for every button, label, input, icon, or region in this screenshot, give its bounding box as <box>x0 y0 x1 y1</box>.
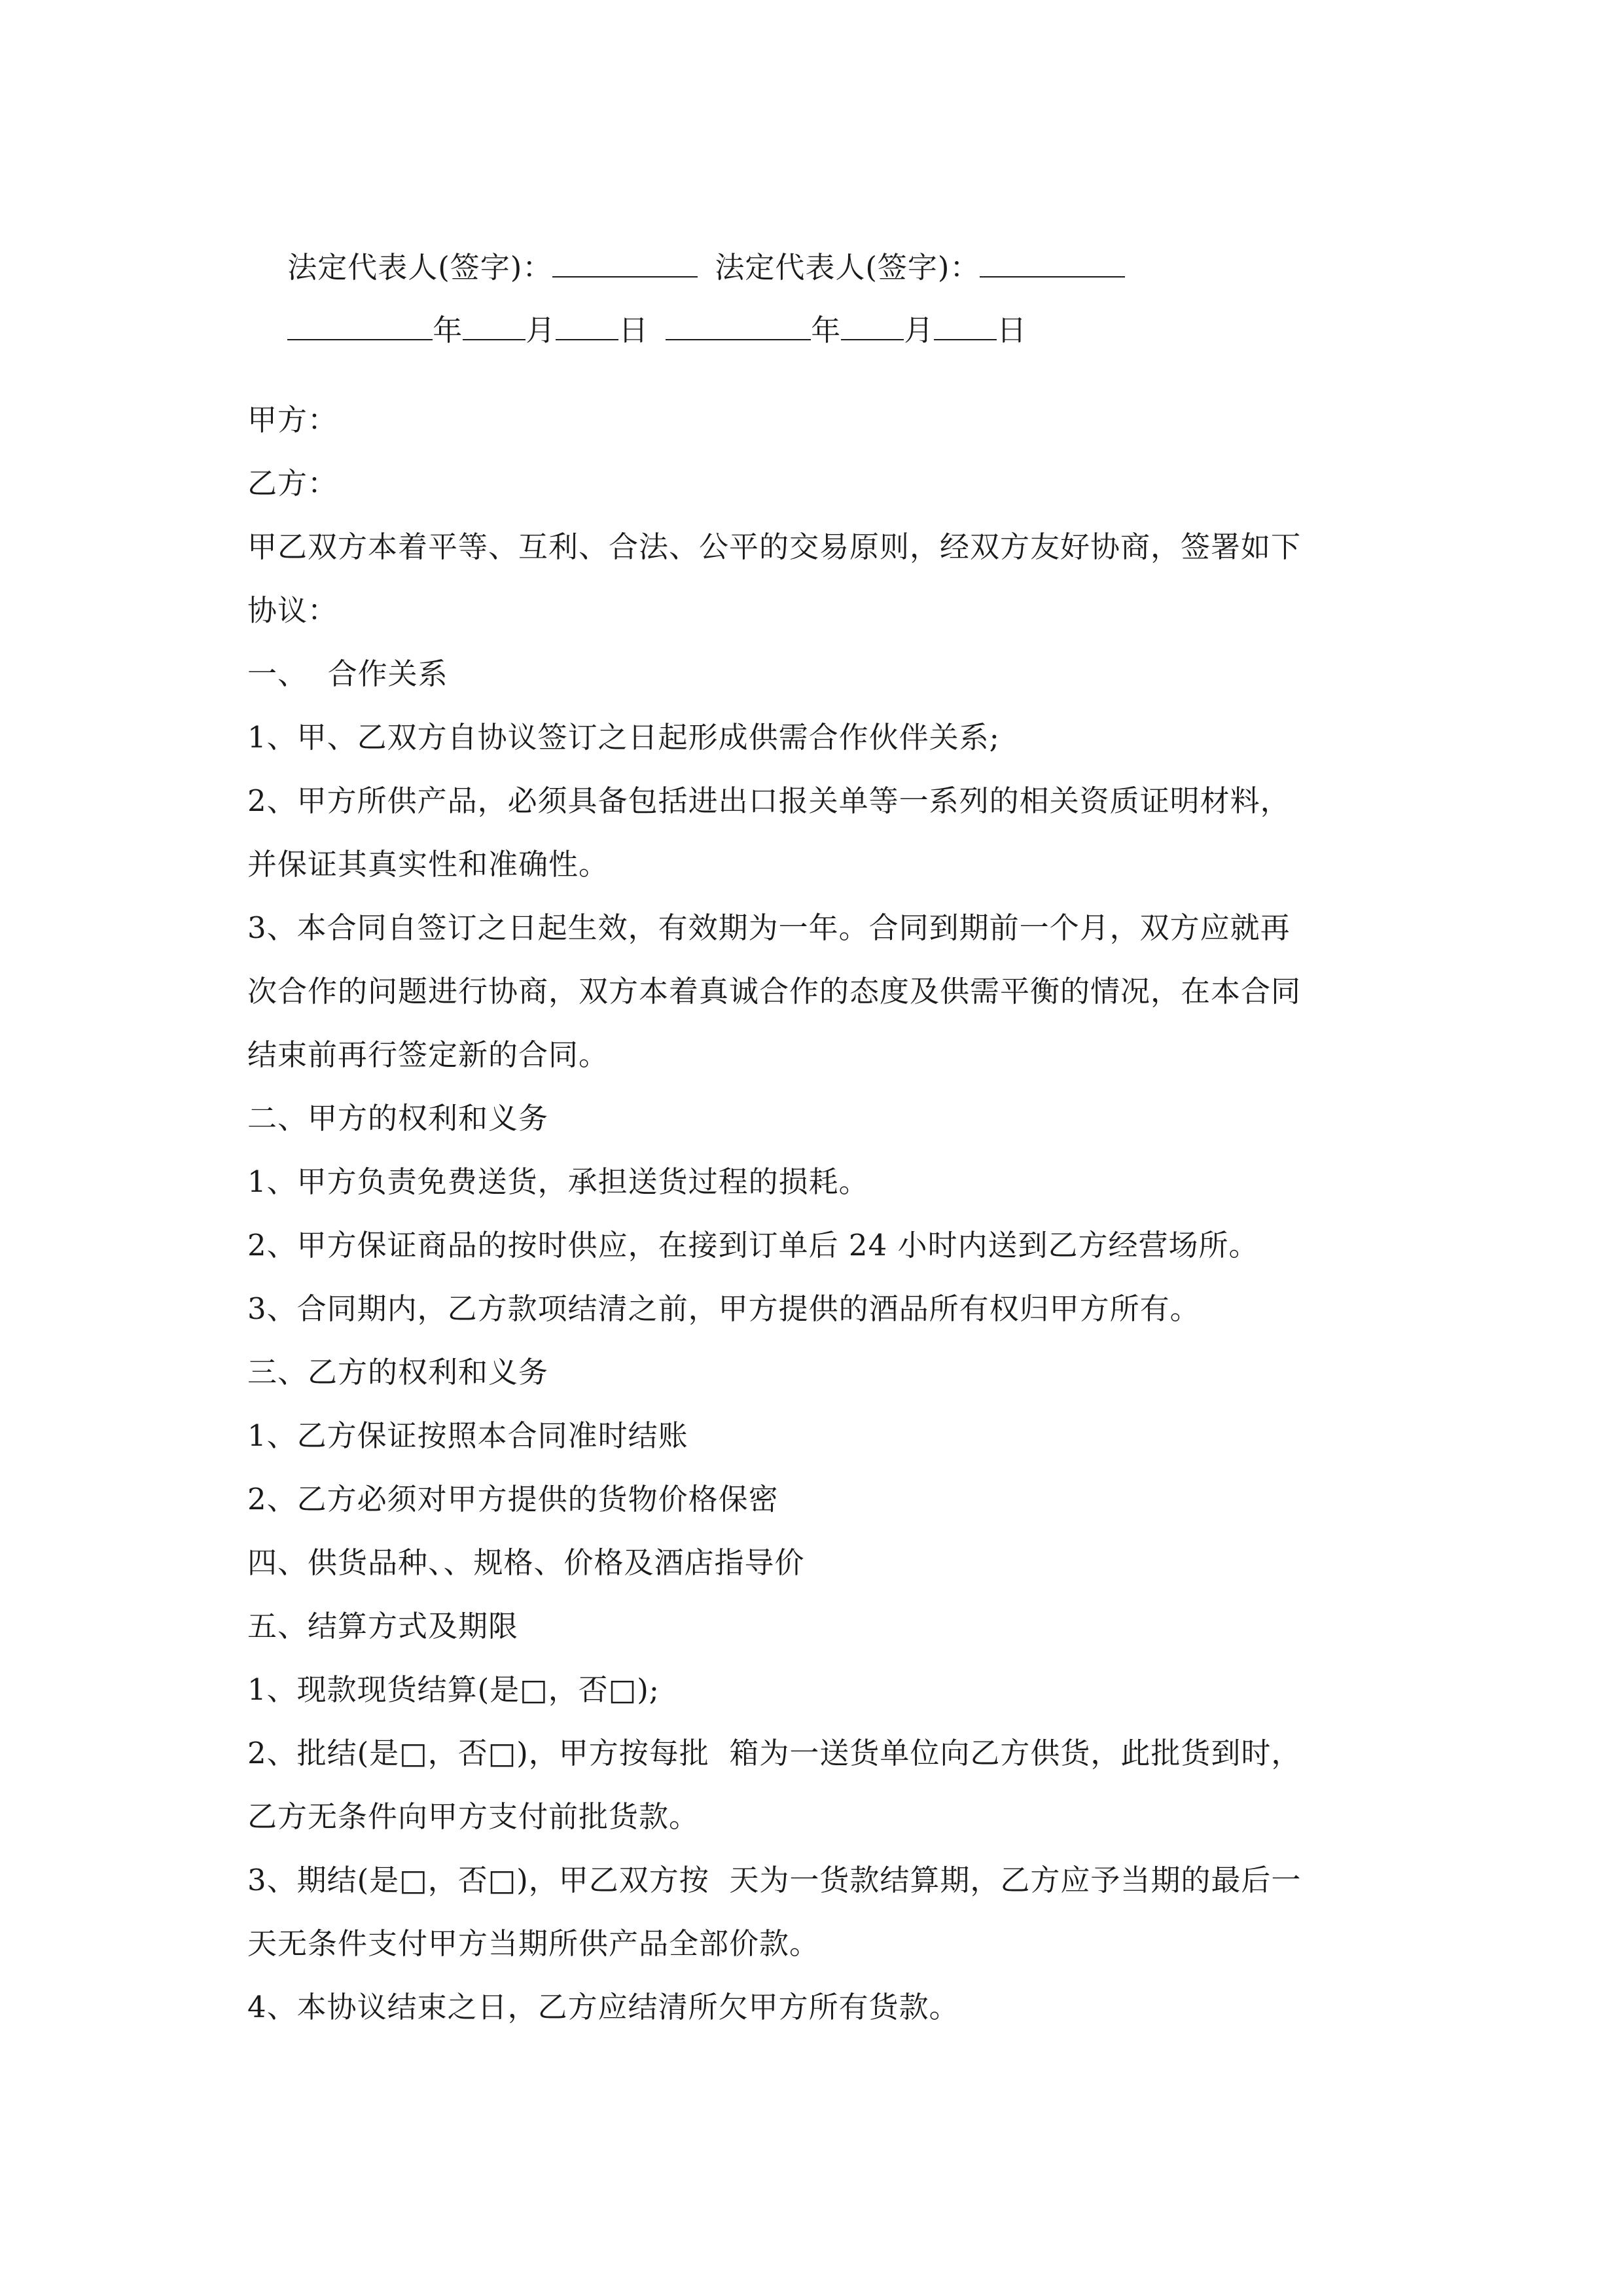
clause-line: 4、本协议结束之日，乙方应结清所欠甲方所有货款。 <box>247 1990 959 2024</box>
clause-line: 3、本合同自签订之日起生效，有效期为一年。合同到期前一个月，双方应就再 <box>247 910 1291 945</box>
party-a: 甲方： <box>247 403 338 437</box>
day-blank-b <box>934 310 997 340</box>
month-label-a: 月 <box>526 313 556 348</box>
intro-line: 甲乙双方本着平等、互利、合法、公平的交易原则，经双方友好协商，签署如下 <box>247 529 1302 564</box>
day-label-b: 日 <box>997 313 1027 348</box>
section-heading: 四、供货品种、、规格、价格及酒店指导价 <box>247 1545 805 1580</box>
section-heading: 一、 合作关系 <box>247 656 448 691</box>
day-label-a: 日 <box>618 313 649 348</box>
section-heading: 五、结算方式及期限 <box>247 1609 519 1643</box>
clause-line: 1、甲、乙双方自协议签订之日起形成供需合作伙伴关系; <box>247 720 1000 755</box>
clause-line: 2、批结(是□，否□)，甲方按每批 箱为一送货单位向乙方供货，此批货到时， <box>247 1736 1302 1770</box>
clause-line: 天无条件支付甲方当期所供产品全部价款。 <box>247 1926 820 1961</box>
clause-line: 次合作的问题进行协商，双方本着真诚合作的态度及供需平衡的情况，在本合同 <box>247 974 1302 1009</box>
clause-line: 3、期结(是□，否□)，甲乙双方按 天为一货款结算期，乙方应予当期的最后一 <box>247 1863 1302 1897</box>
clause-line: 2、甲方保证商品的按时供应，在接到订单后 24 小时内送到乙方经营场所。 <box>247 1228 1259 1263</box>
month-blank-b <box>841 310 904 340</box>
year-label-b: 年 <box>811 313 842 348</box>
clause-line: 3、合同期内，乙方款项结清之前，甲方提供的酒品所有权归甲方所有。 <box>247 1291 1200 1326</box>
clause-line: 1、乙方保证按照本合同准时结账 <box>247 1418 688 1453</box>
date-row <box>247 271 1027 389</box>
clause-line: 结束前再行签定新的合同。 <box>247 1037 609 1072</box>
clause-line: 1、现款现货结算(是□，否□); <box>247 1672 660 1707</box>
section-heading: 三、乙方的权利和义务 <box>247 1355 549 1390</box>
year-blank-a <box>287 310 433 340</box>
clause-line: 2、乙方必须对甲方提供的货物价格保密 <box>247 1482 779 1516</box>
party-b: 乙方： <box>247 466 338 501</box>
clause-line: 2、甲方所供产品，必须具备包括进出口报关单等一系列的相关资质证明材料， <box>247 783 1291 818</box>
year-blank-b <box>666 310 811 340</box>
signature-label-a: 法定代表人(签字)： <box>287 250 553 285</box>
signature-label-b: 法定代表人(签字)： <box>715 250 980 285</box>
month-label-b: 月 <box>904 313 935 348</box>
clause-line: 乙方无条件向甲方支付前批货款。 <box>247 1799 700 1834</box>
month-blank-a <box>463 310 526 340</box>
clause-line: 并保证其真实性和准确性。 <box>247 847 609 882</box>
clause-line: 1、甲方负责免费送货，承担送货过程的损耗。 <box>247 1164 869 1199</box>
section-heading: 二、甲方的权利和义务 <box>247 1101 549 1136</box>
intro-line: 协议： <box>247 593 338 628</box>
day-blank-a <box>556 310 618 340</box>
year-label-a: 年 <box>433 313 463 348</box>
